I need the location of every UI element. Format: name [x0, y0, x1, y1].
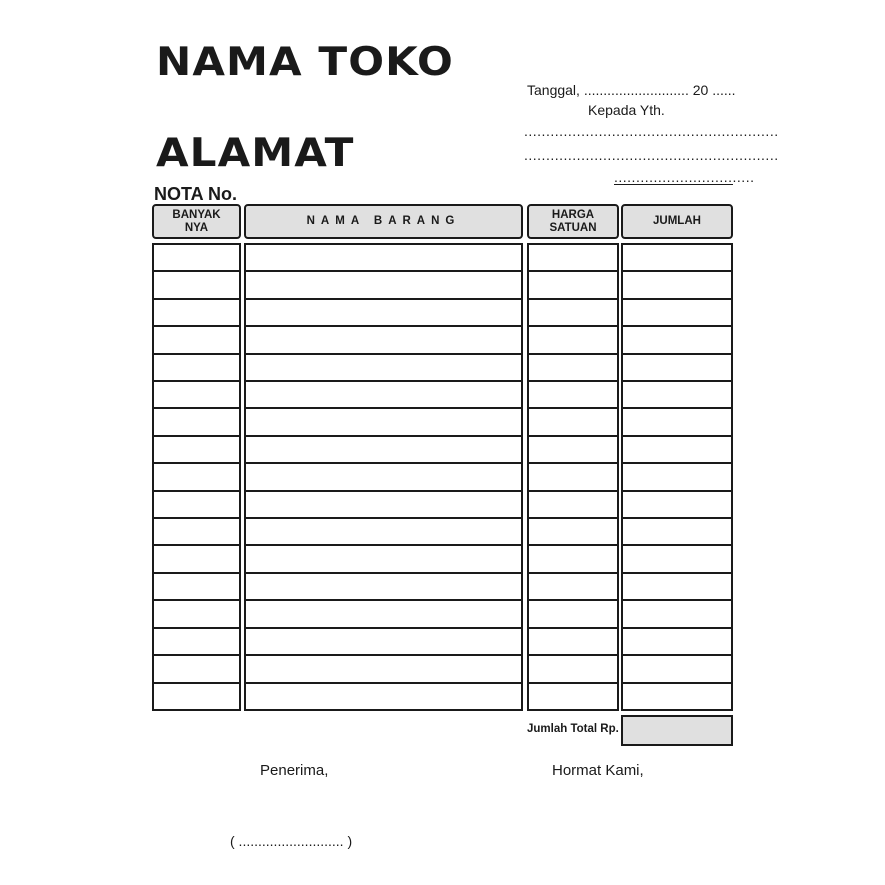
table-cell-unit-price[interactable]	[529, 546, 617, 573]
table-cell-qty[interactable]	[154, 437, 239, 464]
table-cell-unit-price[interactable]	[529, 684, 617, 709]
table-cell-qty[interactable]	[154, 546, 239, 573]
table-cell-amount[interactable]	[623, 629, 731, 656]
total-label: Jumlah Total Rp.	[527, 723, 619, 735]
table-cell-item[interactable]	[246, 245, 521, 272]
table-cell-unit-price[interactable]	[529, 327, 617, 354]
header-amount	[621, 204, 733, 239]
table-cell-amount[interactable]	[623, 546, 731, 573]
table-cell-item[interactable]	[246, 574, 521, 601]
table-cell-item[interactable]	[246, 464, 521, 491]
table-cell-qty[interactable]	[154, 382, 239, 409]
table-cell-amount[interactable]	[623, 355, 731, 382]
table-cell-qty[interactable]	[154, 272, 239, 299]
table-cell-unit-price[interactable]	[529, 656, 617, 683]
table-cell-item[interactable]	[246, 492, 521, 519]
header-qty-label: BANYAK NYA	[172, 208, 221, 234]
table-cell-amount[interactable]	[623, 327, 731, 354]
header-amount-label: JUMLAH	[653, 215, 701, 227]
table-cell-qty[interactable]	[154, 355, 239, 382]
table-cell-unit-price[interactable]	[529, 601, 617, 628]
table-cell-amount[interactable]	[623, 684, 731, 709]
table-cell-unit-price[interactable]	[529, 492, 617, 519]
table-cell-qty[interactable]	[154, 464, 239, 491]
table-cell-item[interactable]	[246, 684, 521, 709]
table-cell-amount[interactable]	[623, 245, 731, 272]
table-cell-item[interactable]	[246, 656, 521, 683]
table-cell-unit-price[interactable]	[529, 574, 617, 601]
column-item-name	[244, 243, 523, 711]
table-cell-amount[interactable]	[623, 272, 731, 299]
header-item-name-label: NAMA BARANG	[306, 215, 461, 227]
store-address: ALAMAT	[156, 131, 355, 176]
table-cell-amount[interactable]	[623, 492, 731, 519]
table-cell-amount[interactable]	[623, 382, 731, 409]
header-unit-price-label: HARGA SATUAN	[549, 208, 597, 234]
table-cell-item[interactable]	[246, 601, 521, 628]
recipient-address-line-2[interactable]: ..........................................................	[524, 147, 779, 163]
table-cell-qty[interactable]	[154, 519, 239, 546]
store-name: NAMA TOKO	[156, 40, 454, 85]
table-cell-amount[interactable]	[623, 574, 731, 601]
table-cell-item[interactable]	[246, 327, 521, 354]
table-cell-amount[interactable]	[623, 300, 731, 327]
table-cell-item[interactable]	[246, 437, 521, 464]
table-cell-item[interactable]	[246, 355, 521, 382]
table-cell-amount[interactable]	[623, 464, 731, 491]
table-cell-amount[interactable]	[623, 656, 731, 683]
recipient-label: Kepada Yth.	[588, 102, 665, 118]
table-cell-item[interactable]	[246, 629, 521, 656]
column-amount	[621, 243, 733, 711]
table-cell-item[interactable]	[246, 272, 521, 299]
table-cell-unit-price[interactable]	[529, 519, 617, 546]
table-cell-item[interactable]	[246, 300, 521, 327]
table-cell-amount[interactable]	[623, 601, 731, 628]
nota-number-label: NOTA No.	[154, 184, 237, 204]
table-cell-item[interactable]	[246, 409, 521, 436]
table-cell-qty[interactable]	[154, 656, 239, 683]
table-cell-item[interactable]	[246, 382, 521, 409]
table-cell-amount[interactable]	[623, 409, 731, 436]
receiver-label: Penerima,	[260, 762, 329, 779]
signature-line[interactable]: ( ........................... )	[230, 833, 353, 849]
table-cell-qty[interactable]	[154, 327, 239, 354]
table-cell-unit-price[interactable]	[529, 355, 617, 382]
column-qty	[152, 243, 241, 711]
column-unit-price	[527, 243, 619, 711]
header-item-name	[244, 204, 523, 239]
table-cell-unit-price[interactable]	[529, 437, 617, 464]
table-cell-item[interactable]	[246, 519, 521, 546]
table-cell-unit-price[interactable]	[529, 629, 617, 656]
table-cell-qty[interactable]	[154, 629, 239, 656]
table-cell-unit-price[interactable]	[529, 245, 617, 272]
table-cell-qty[interactable]	[154, 574, 239, 601]
table-cell-unit-price[interactable]	[529, 464, 617, 491]
table-cell-qty[interactable]	[154, 601, 239, 628]
total-amount-field[interactable]	[621, 715, 733, 746]
table-cell-amount[interactable]	[623, 437, 731, 464]
regards-label: Hormat Kami,	[552, 762, 644, 779]
date-line[interactable]: Tanggal, ........................... 20 ......	[527, 82, 736, 98]
table-cell-unit-price[interactable]	[529, 409, 617, 436]
recipient-address-line-1[interactable]: ..........................................................	[524, 123, 779, 139]
table-cell-unit-price[interactable]	[529, 300, 617, 327]
table-cell-unit-price[interactable]	[529, 382, 617, 409]
table-cell-qty[interactable]	[154, 409, 239, 436]
recipient-address-line-3[interactable]: ................................	[614, 169, 755, 185]
table-cell-qty[interactable]	[154, 245, 239, 272]
table-cell-qty[interactable]	[154, 492, 239, 519]
table-cell-unit-price[interactable]	[529, 272, 617, 299]
table-cell-qty[interactable]	[154, 300, 239, 327]
header-qty	[152, 204, 241, 239]
table-cell-amount[interactable]	[623, 519, 731, 546]
table-cell-item[interactable]	[246, 546, 521, 573]
header-unit-price	[527, 204, 619, 239]
table-cell-qty[interactable]	[154, 684, 239, 709]
